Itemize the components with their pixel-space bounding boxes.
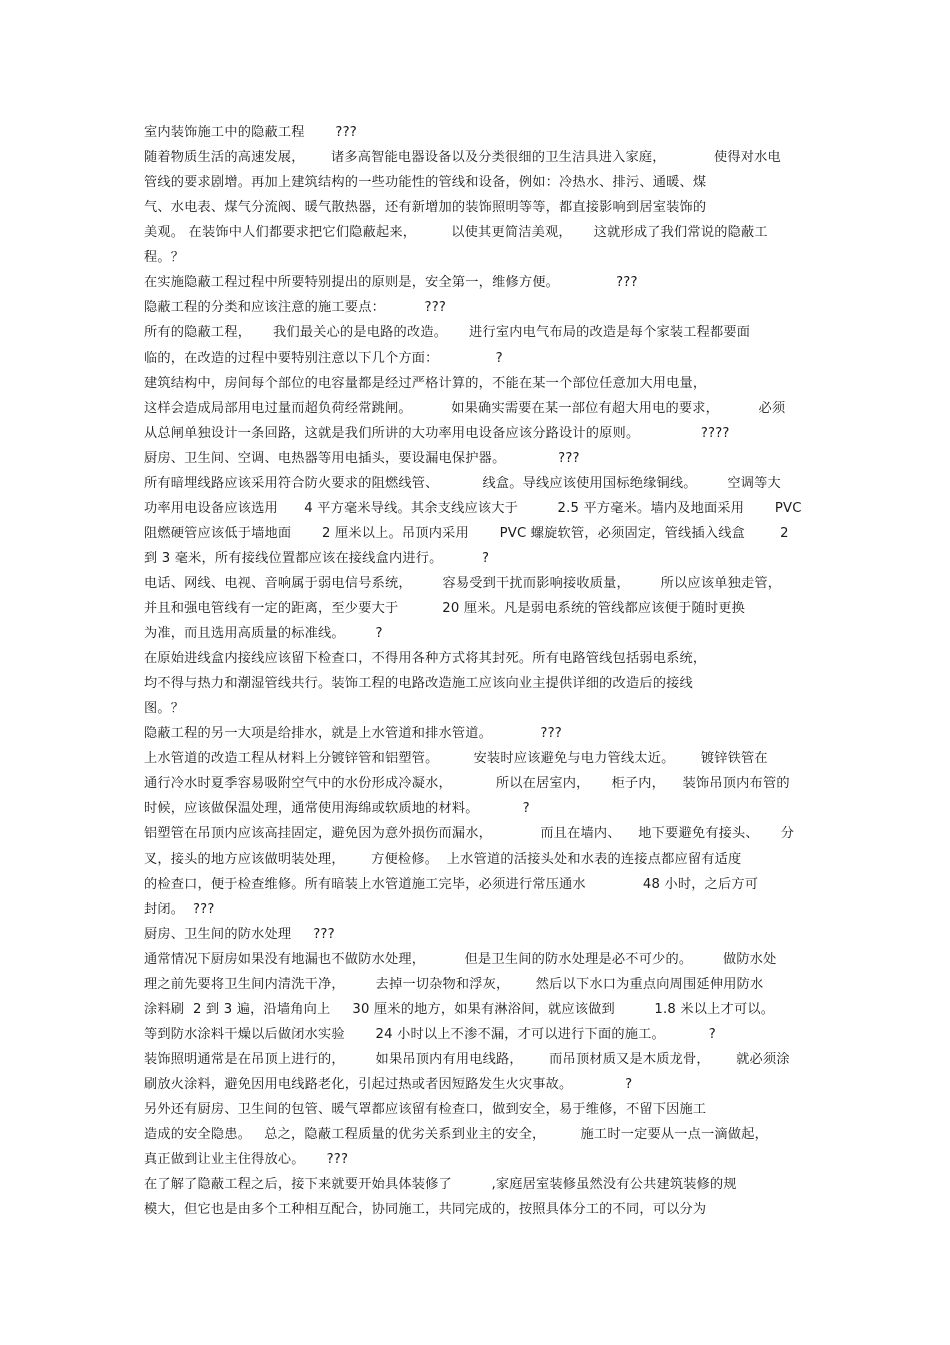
text-line: 的检查口，便于检查维修。所有暗装上水管道施工完毕，必须进行常压通水 48 小时，之后方可 <box>144 876 759 892</box>
text-line: 建筑结构中，房间每个部位的电容量都是经过严格计算的，不能在某一个部位任意加大用电量， <box>144 375 707 391</box>
document-title: 室内装饰施工中的隐蔽工程 ??? <box>144 125 357 140</box>
text-line: 并且和强电管线有一定的距离，至少要大于 20 厘米。凡是弱电系统的管线都应该便于随时更换 <box>144 601 745 616</box>
text-line: 从总闸单独设计一条回路，这就是我们所讲的大功率用电设备应该分路设计的原则。 ???? <box>144 425 730 441</box>
text-line: 真正做到让业主住得放心。 ??? <box>144 1152 349 1167</box>
text-line: 铝塑管在吊顶内应该高挂固定，避免因为意外损伤而漏水， 而且在墙内、 地下要避免有接头、 分 <box>144 826 795 842</box>
text-line: 模大，但它也是由多个工种相互配合，协同施工，共同完成的，按照具体分工的不同，可以分为 <box>144 1202 707 1218</box>
text-line: 随着物质生活的高速发展， 诸多高智能电器设备以及分类很细的卫生洁具进入家庭， 使得对水电 <box>144 150 781 166</box>
text-line: 上水管道的改造工程从材料上分镀锌管和铝塑管。 安装时应该避免与电力管线太近。 镀锌铁管在 <box>144 751 768 767</box>
text-line: 到 3 毫米，所有接线位置都应该在接线盒内进行。 ? <box>144 550 490 566</box>
text-line: 均不得与热力和潮湿管线共行。装饰工程的电路改造施工应该向业主提供详细的改造后的接线 <box>144 676 693 692</box>
text-line: 叉，接头的地方应该做明装处理， 方便检修。 上水管道的活接头处和水表的连接点都应留有适度 <box>144 851 742 867</box>
text-line: 在了解了隐蔽工程之后，接下来就要开始具体装修了 ,家庭居室装修虽然没有公共建筑装修的规 <box>144 1177 737 1193</box>
text-line: 在实施隐蔽工程过程中所要特别提出的原则是，安全第一，维修方便。 ??? <box>144 275 638 291</box>
text-line: 这样会造成局部用电过量而超负荷经常跳闸。 如果确实需要在某一部位有超大用电的要求， 必须 <box>144 400 786 416</box>
text-line: 另外还有厨房、卫生间的包管、暖气罩都应该留有检查口，做到安全，易于维修，不留下因施工 <box>144 1102 707 1117</box>
text-line: 临的，在改造的过程中要特别注意以下几个方面： ? <box>144 350 503 366</box>
text-line: 美观。 在装饰中人们都要求把它们隐蔽起来， 以使其更简洁美观， 这就形成了我们常说的隐蔽工 <box>144 225 768 241</box>
text-line: 时候，应该做保温处理，通常使用海绵或软质地的材料。 ? <box>144 801 530 817</box>
text-line: 管线的要求剧增。再加上建筑结构的一些功能性的管线和设备，例如：冷热水、排污、通暖、煤 <box>144 175 707 191</box>
text-line: 刷放火涂料，避免因用电线路老化，引起过热或者因短路发生火灾事故。 ? <box>144 1076 633 1092</box>
text-line: 封闭。 ??? <box>144 901 215 917</box>
text-line: 等到防水涂料干燥以后做闭水实验 24 小时以上不渗不漏，才可以进行下面的施工。 ? <box>144 1026 716 1042</box>
text-line: 程。？ <box>144 250 185 266</box>
text-line: 隐蔽工程的分类和应该注意的施工要点： ??? <box>144 300 447 316</box>
text-line: 电话、网线、电视、音响属于弱电信号系统， 容易受到干扰而影响接收质量， 所以应该单独走管， <box>144 575 782 591</box>
text-line: 所有的隐蔽工程， 我们最关心的是电路的改造。 进行室内电气布局的改造是每个家装工程都要面 <box>144 325 751 341</box>
text-line: 气、水电表、煤气分流阀、暖气散热器，还有新增加的装饰照明等等，都直接影响到居室装饰的 <box>144 200 707 216</box>
text-line: 厨房、卫生间、空调、电热器等用电插头，要设漏电保护器。 ??? <box>144 450 580 466</box>
text-line: 涂料刷 2 到 3 遍，沿墙角向上 30 厘米的地方，如果有淋浴间，就应该做到 1.8 米以上才可以。 <box>144 1001 775 1017</box>
text-line: 所有暗埋线路应该采用符合防火要求的阻燃线管、 线盒。导线应该使用国标绝缘铜线。 空调等大 <box>144 475 781 491</box>
text-line: 造成的安全隐患。 总之，隐蔽工程质量的优劣关系到业主的安全， 施工时一定要从一点一滴做起， <box>144 1127 768 1142</box>
text-line: 装饰照明通常是在吊顶上进行的， 如果吊顶内有用电线路， 而吊顶材质又是木质龙骨， 就必须涂 <box>144 1051 790 1067</box>
text-line: 隐蔽工程的另一大项是给排水，就是上水管道和排水管道。 ??? <box>144 726 562 742</box>
text-line: 阻燃硬管应该低于墙地面 2 厘米以上。吊顶内采用 PVC 螺旋软管，必须固定，管线插入线盒 2 <box>144 525 789 541</box>
text-line: 图。？ <box>144 701 185 717</box>
text-line: 为准，而且选用高质量的标准线。 ? <box>144 626 383 641</box>
text-line: 通常情况下厨房如果没有地漏也不做防水处理， 但是卫生间的防水处理是必不可少的。 做防水处 <box>144 951 777 967</box>
text-line: 功率用电设备应该选用 4 平方毫米导线。其余支线应该大于 2.5 平方毫米。墙内及地面采用 PVC <box>144 500 802 516</box>
text-line: 厨房、卫生间的防水处理 ??? <box>144 926 335 942</box>
text-line: 在原始进线盒内接线应该留下检查口，不得用各种方式将其封死。所有电路管线包括弱电系统， <box>144 651 707 667</box>
text-line: 理之前先要将卫生间内清洗干净， 去掉一切杂物和浮灰， 然后以下水口为重点向周围延伸用防水 <box>144 976 764 992</box>
text-line: 通行冷水时夏季容易吸附空气中的水份形成冷凝水， 所以在居室内， 柜子内， 装饰吊顶内布管的 <box>144 776 790 792</box>
